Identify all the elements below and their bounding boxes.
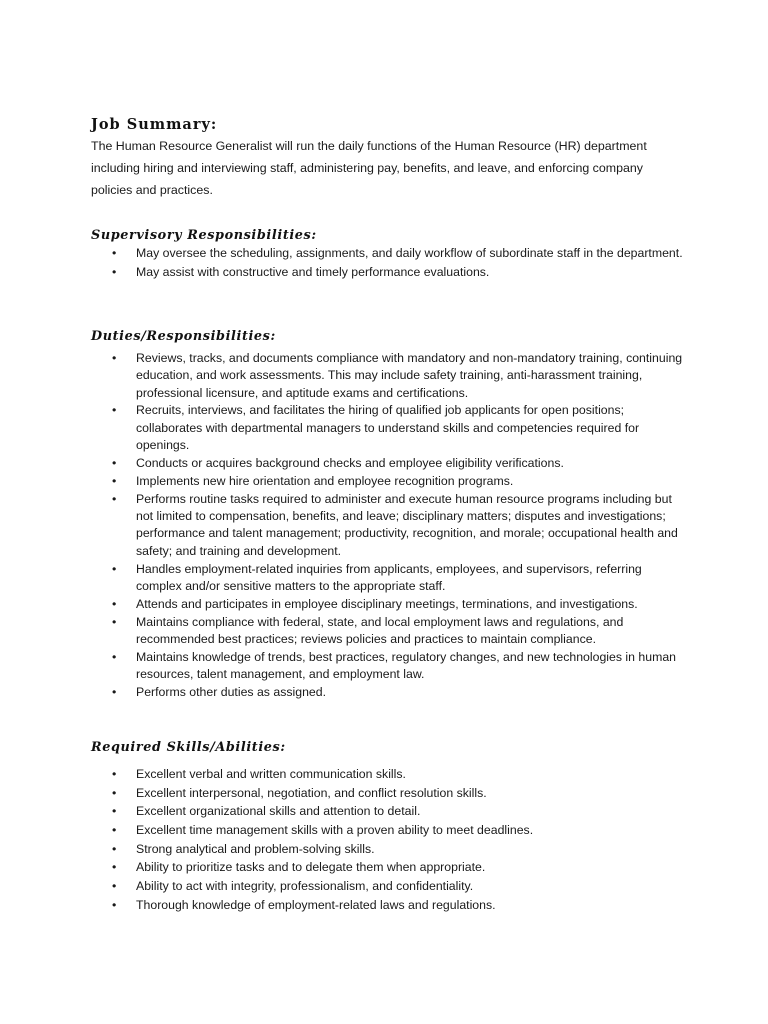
list-item: • Handles employment-related inquiries from applicants, employees, and supervisors, referring complex and/or sensitive matters to the appropriate staff. <box>112 561 687 596</box>
list-item: • Recruits, interviews, and facilitates the hiring of qualified job applicants for open positions; collaborates with departmental managers to understand skills and competencies required for openings. <box>112 402 687 454</box>
list-item: • Reviews, tracks, and documents compliance with mandatory and non-mandatory training, continuing education, and work assessments. This may include safety training, anti-harassment training, professional licensure, and aptitude exams and certifications. <box>112 350 687 402</box>
duties-list <box>112 350 687 702</box>
supervisory-heading: Supervisory Responsibilities: <box>91 228 317 243</box>
list-item: • Performs other duties as assigned. <box>112 684 687 701</box>
list-item: • Maintains compliance with federal, state, and local employment laws and regulations, and recommended best practices; reviews policies and practices to maintain compliance. <box>112 614 687 649</box>
list-item: • Ability to prioritize tasks and to delegate them when appropriate. <box>112 859 687 876</box>
list-item: • Excellent time management skills with a proven ability to meet deadlines. <box>112 822 687 839</box>
list-item: • Maintains knowledge of trends, best practices, regulatory changes, and new technologies in human resources, talent management, and employment law. <box>112 649 687 684</box>
skills-heading: Required Skills/Abilities: <box>91 740 286 755</box>
list-item: • Thorough knowledge of employment-related laws and regulations. <box>112 897 687 914</box>
job-summary-heading: Job Summary: <box>91 116 218 133</box>
list-item: • Performs routine tasks required to administer and execute human resource programs including but not limited to compensation, benefits, and leave; disciplinary matters; disputes and investigations; performance and talent management; productivity, recognition, and morale; occupational health and safety; and training and development. <box>112 491 687 560</box>
list-item: • Strong analytical and problem-solving skills. <box>112 841 687 858</box>
list-item: • Ability to act with integrity, professionalism, and confidentiality. <box>112 878 687 895</box>
list-item: • May oversee the scheduling, assignments, and daily workflow of subordinate staff in the department. <box>112 245 687 262</box>
supervisory-list <box>112 245 687 284</box>
job-summary-text: The Human Resource Generalist will run the daily functions of the Human Resource (HR) department including hiring and interviewing staff, administering pay, benefits, and leave, and enforcing company policies and practices. <box>91 139 647 197</box>
list-item: • May assist with constructive and timely performance evaluations. <box>112 264 687 281</box>
list-item: • Attends and participates in employee disciplinary meetings, terminations, and investigations. <box>112 596 687 613</box>
list-item: • Excellent organizational skills and attention to detail. <box>112 803 687 820</box>
skills-list <box>112 766 687 916</box>
list-item: • Implements new hire orientation and employee recognition programs. <box>112 473 687 490</box>
list-item: • Excellent verbal and written communication skills. <box>112 766 687 783</box>
duties-heading: Duties/Responsibilities: <box>91 329 276 344</box>
list-item: • Conducts or acquires background checks and employee eligibility verifications. <box>112 455 687 472</box>
list-item: • Excellent interpersonal, negotiation, and conflict resolution skills. <box>112 785 687 802</box>
